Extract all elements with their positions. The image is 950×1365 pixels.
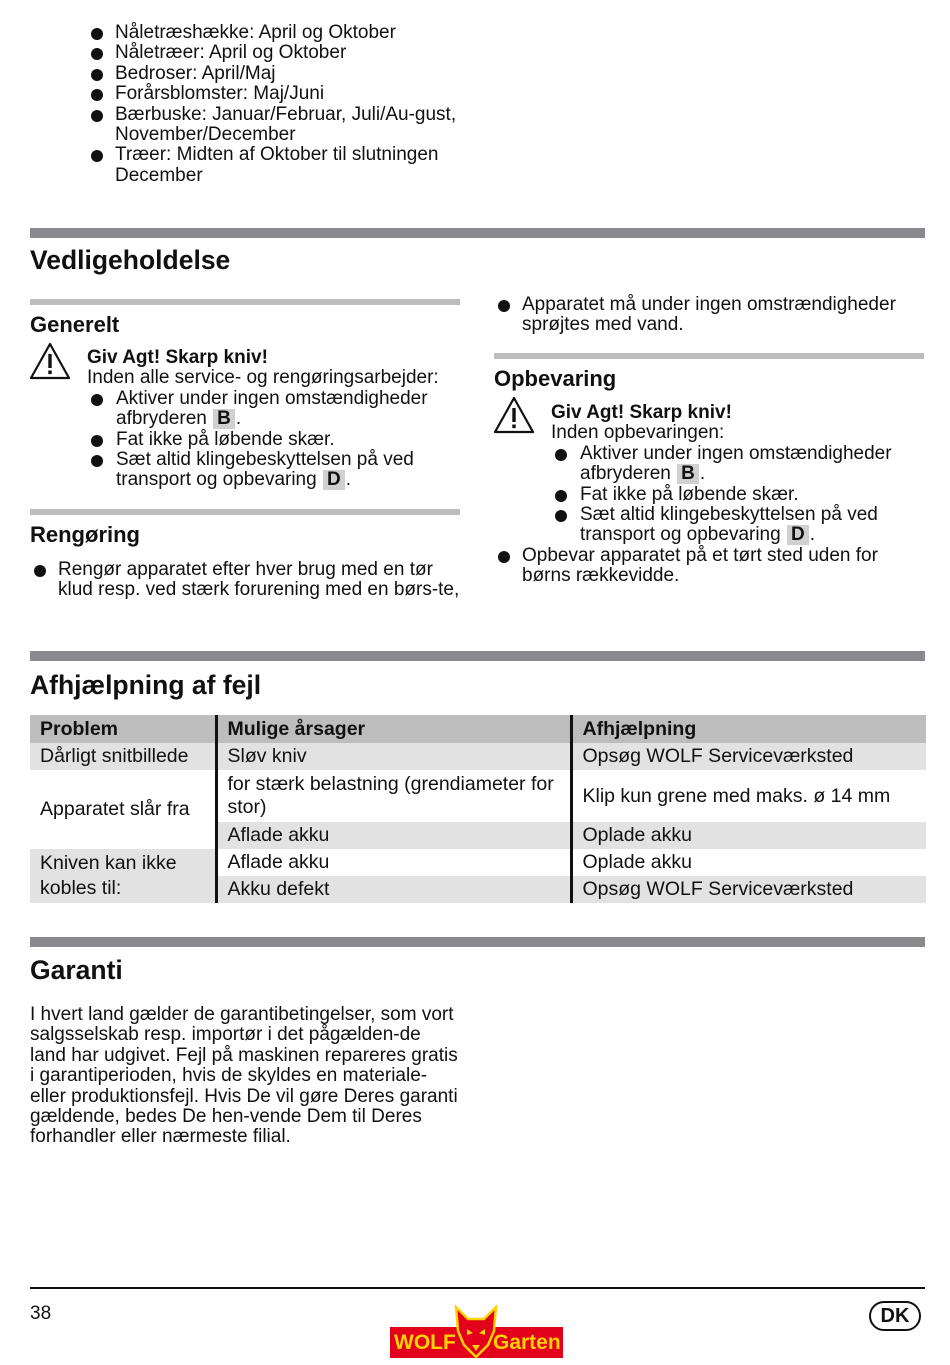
table-cell: Aflade akku — [216, 849, 571, 876]
logo-text-right: Garten — [493, 1331, 561, 1354]
warning-icon — [29, 342, 71, 380]
storage-outer-list — [494, 546, 924, 587]
list-item: Træer: Midten af Oktober til slutningen December — [87, 145, 467, 186]
list-item: Aktiver under ingen omstændigheder afbryderen B . — [551, 444, 923, 485]
table-cell: Sløv kniv — [216, 743, 571, 770]
list-item: Opbevar apparatet på et tørt sted uden for børns rækkevidde. — [494, 546, 924, 587]
list-item: Rengør apparatet efter hver brug med en tør klud resp. ved stærk forurening med en børs-te, — [30, 560, 462, 601]
table-cell: Akku defekt — [216, 876, 571, 903]
list-item: Nåletræer: April og Oktober — [87, 43, 467, 63]
footer-divider — [30, 1287, 925, 1289]
table-cell: Opsøg WOLF Serviceværksted — [571, 743, 926, 770]
page-number: 38 — [30, 1303, 52, 1324]
maintenance-title: Vedligeholdelse — [30, 245, 231, 275]
list-item: Nåletræshække: April og Oktober — [87, 23, 467, 43]
water-list — [494, 295, 924, 336]
table-cell: Aflade akku — [216, 822, 571, 849]
table-cell: Dårligt snitbillede — [30, 743, 216, 770]
storage-title: Opbevaring — [494, 366, 617, 391]
table-row — [30, 743, 926, 770]
table-cell: for stærk belastning (grendiameter for stor) — [216, 770, 571, 822]
subsection-divider — [30, 299, 460, 305]
list-item: Aktiver under ingen omstændigheder afbryderen B . — [87, 389, 467, 430]
general-title: Generelt — [30, 312, 120, 337]
table-cell: Apparatet slår fra — [30, 770, 216, 849]
list-item: Apparatet må under ingen omstrændigheder sprøjtes med vand. — [494, 295, 924, 336]
brand-logo — [390, 1305, 563, 1360]
warning-title: Giv Agt! Skarp kniv! — [551, 402, 732, 423]
column-header: Problem — [30, 715, 216, 743]
cleaning-list — [30, 560, 462, 601]
section-divider — [30, 228, 925, 238]
column-header: Mulige årsager — [216, 715, 571, 743]
table-cell: Oplade akku — [571, 822, 926, 849]
table-header-row — [30, 715, 926, 743]
table-row — [30, 849, 926, 876]
troubleshooting-table — [30, 715, 926, 903]
table-cell: Klip kun grene med maks. ø 14 mm — [571, 770, 926, 822]
warning-intro: Inden opbevaringen: — [551, 422, 725, 444]
list-item: Sæt altid klingebeskyttelsen på ved transport og opbevaring D . — [87, 450, 467, 491]
logo-text-left: WOLF — [394, 1331, 456, 1354]
list-item: Bedroser: April/Maj — [87, 64, 467, 84]
table-cell: Oplade akku — [571, 849, 926, 876]
list-item: Sæt altid klingebeskyttelsen på ved transport og opbevaring D . — [551, 505, 923, 546]
general-list — [87, 389, 467, 491]
column-header: Afhjælpning — [571, 715, 926, 743]
subsection-divider — [494, 353, 924, 359]
list-item: Fat ikke på løbende skær. — [551, 485, 923, 505]
warranty-text: I hvert land gælder de garantibetingelser, som vort salgsselskab resp. importør i det pågælden-de land har udgivet. Fejl på maskinen repareres gratis i garantiperioden, hvis de skyldes en materiale- eller produktionsfejl. Hvis De vil gøre Deres garanti gældende, bedes De hen-vende Dem til Deres forhandler eller nærmeste filial. — [30, 1004, 458, 1148]
cleaning-title: Rengøring — [30, 522, 140, 547]
key-label: D — [787, 525, 809, 545]
table-cell: Opsøg WOLF Serviceværksted — [571, 876, 926, 903]
table-row — [30, 770, 926, 822]
warranty-title: Garanti — [30, 955, 123, 985]
table-cell: Kniven kan ikke kobles til: — [30, 849, 216, 903]
key-label: D — [323, 470, 345, 490]
section-divider — [30, 651, 925, 661]
list-item: Bærbuske: Januar/Februar, Juli/Au-gust, November/December — [87, 105, 457, 146]
language-badge: DK — [869, 1301, 921, 1331]
storage-warning — [551, 403, 923, 546]
warning-icon — [493, 396, 535, 434]
warning-intro: Inden alle service- og rengøringsarbejder: — [87, 367, 439, 389]
list-item: Fat ikke på løbende skær. — [87, 430, 467, 450]
key-label: B — [677, 464, 699, 484]
general-warning — [87, 348, 467, 491]
planting-times-list — [87, 23, 467, 186]
list-item: Forårsblomster: Maj/Juni — [87, 84, 467, 104]
subsection-divider — [30, 509, 460, 515]
warning-title: Giv Agt! Skarp kniv! — [87, 347, 268, 368]
storage-list — [551, 444, 923, 546]
key-label: B — [213, 409, 235, 429]
troubleshooting-title: Afhjælpning af fejl — [30, 670, 262, 700]
section-divider — [30, 937, 925, 947]
